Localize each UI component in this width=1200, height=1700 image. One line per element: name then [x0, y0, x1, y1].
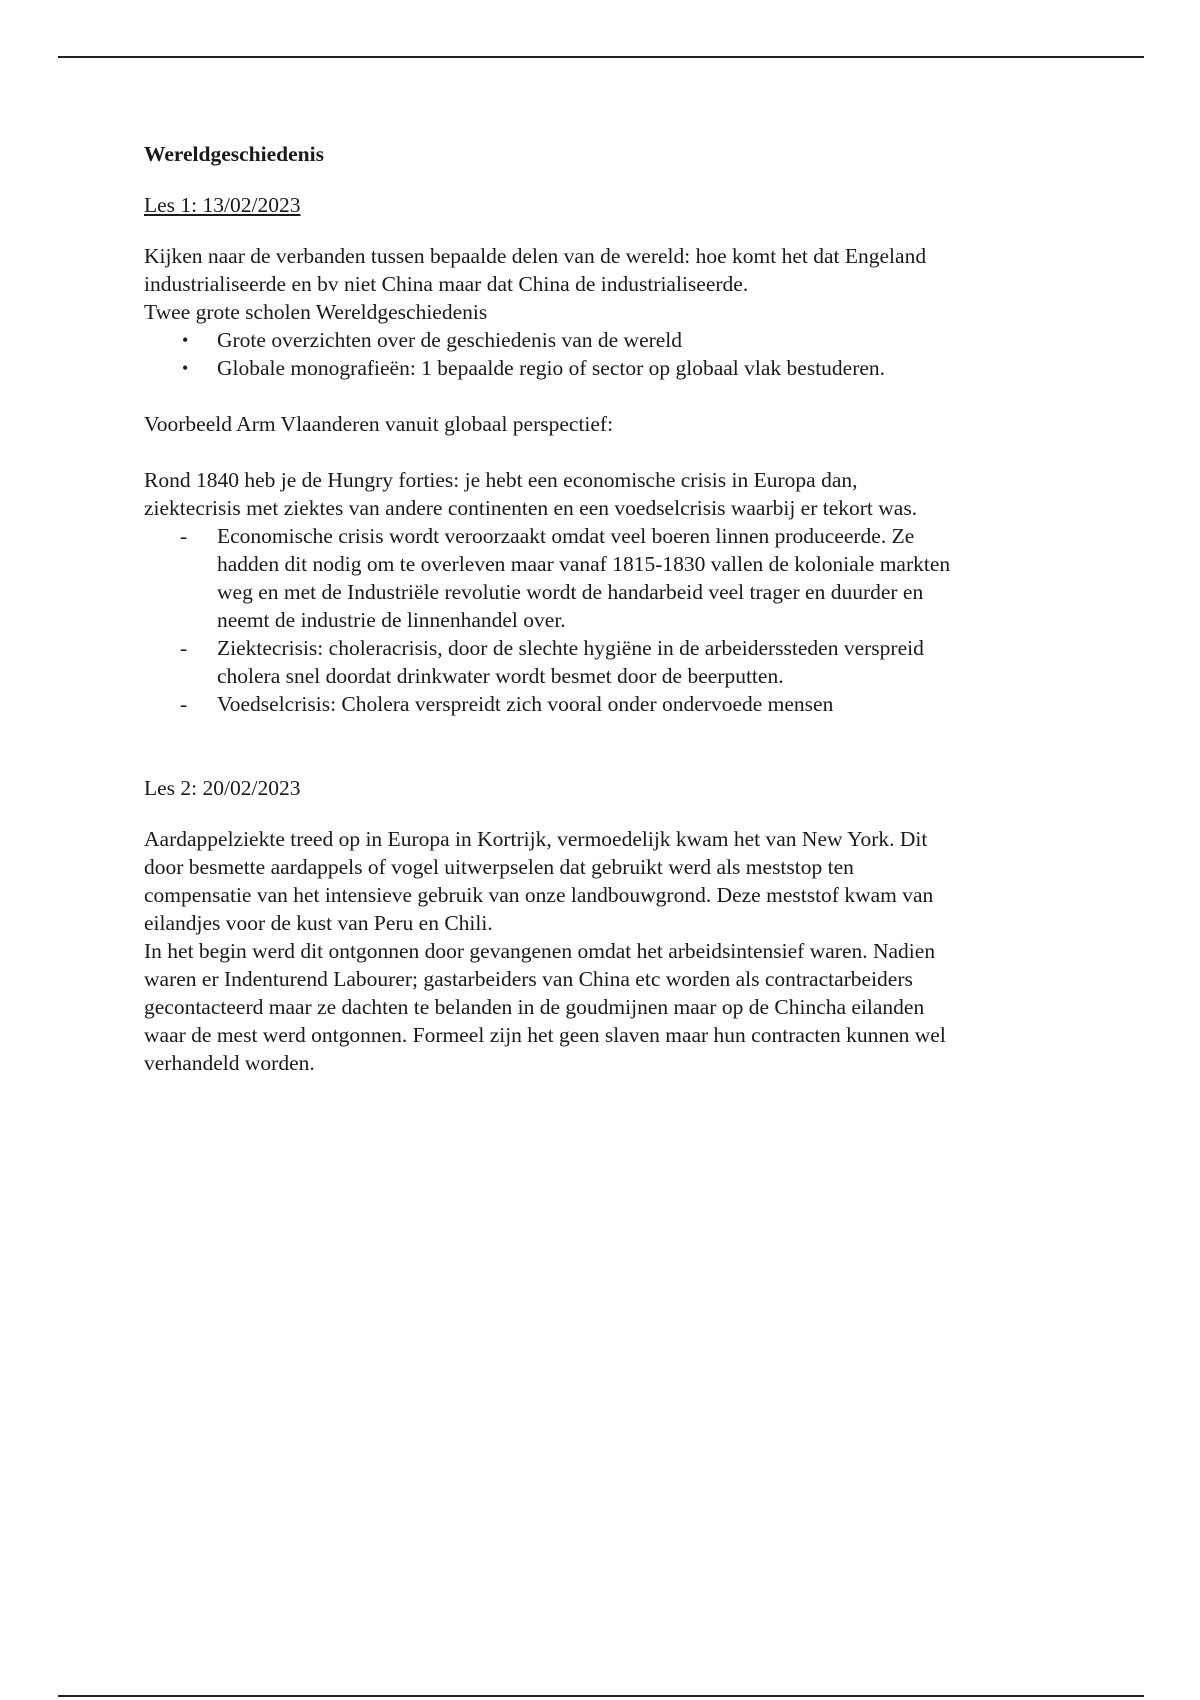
spacer: [144, 438, 1064, 466]
crisis-intro: [144, 466, 1064, 522]
list-item-line: Voedselcrisis: Cholera verspreidt zich vooral onder ondervoede mensen: [217, 692, 834, 716]
list-item: [144, 326, 1064, 354]
list-item-line: cholera snel doordat drinkwater wordt besmet door de beerputten.: [217, 664, 784, 688]
crises-list: [144, 522, 1064, 718]
list-item-line: Ziektecrisis: choleracrisis, door de slechte hygiëne in de arbeiderssteden verspreid: [217, 636, 924, 660]
example-heading: Voorbeeld Arm Vlaanderen vanuit globaal perspectief:: [144, 412, 614, 436]
bullet-marker: •: [182, 330, 189, 350]
list-item-line: weg en met de Industriële revolutie wordt de handarbeid veel trager en duurder en: [217, 580, 924, 604]
lesson-2-heading: Les 2: 20/02/2023: [144, 776, 301, 800]
list-item-text: Globale monografieën: 1 bepaalde regio of sector op globaal vlak bestuderen.: [217, 356, 886, 380]
document-body: [144, 140, 1064, 1077]
paragraph-line: verhandeld worden.: [144, 1051, 315, 1075]
paragraph-line: In het begin werd dit ontgonnen door gevangenen omdat het arbeidsintensief waren. Nadien: [144, 939, 936, 963]
spacer: [144, 718, 1064, 774]
paragraph-line: Aardappelziekte treed op in Europa in Kortrijk, vermoedelijk kwam het van New York. Dit: [144, 827, 928, 851]
intro-line: Kijken naar de verbanden tussen bepaalde delen van de wereld: hoe komt het dat Engeland: [144, 244, 927, 268]
dash-marker: -: [180, 636, 188, 660]
spacer: [144, 382, 1064, 410]
list-item: [144, 634, 1064, 690]
crisis-intro-line: ziektecrisis met ziektes van andere continenten en een voedselcrisis waarbij er tekort was.: [144, 496, 918, 520]
paragraph-line: gecontacteerd maar ze dachten te belanden in de goudmijnen maar op de Chincha eilanden: [144, 995, 925, 1019]
page-bottom-rule: [58, 1695, 1144, 1697]
list-item-line: hadden dit nodig om te overleven maar vanaf 1815-1830 vallen de koloniale markten: [217, 552, 951, 576]
list-item: [144, 690, 1064, 718]
bullet-marker: •: [182, 358, 189, 378]
paragraph-line: compensatie van het intensieve gebruik van onze landbouwgrond. Deze meststof kwam van: [144, 883, 934, 907]
lesson-1-heading: Les 1: 13/02/2023: [144, 193, 301, 217]
schools-list: [144, 326, 1064, 382]
paragraph-line: eilandjes voor de kust van Peru en Chili.: [144, 911, 493, 935]
lesson-2-paragraph: [144, 825, 1064, 1077]
paragraph-line: door besmette aardappels of vogel uitwerpselen dat gebruikt werd als meststop ten: [144, 855, 854, 879]
list-item-line: neemt de industrie de linnenhandel over.: [217, 608, 566, 632]
document-title: Wereldgeschiedenis: [144, 142, 324, 166]
list-item: [144, 522, 1064, 634]
list-item-line: Economische crisis wordt veroorzaakt omdat veel boeren linnen produceerde. Ze: [217, 524, 915, 548]
lesson-1-intro: [144, 242, 1064, 326]
dash-marker: -: [180, 524, 188, 548]
list-item-text: Grote overzichten over de geschiedenis van de wereld: [217, 328, 683, 352]
intro-line: industrialiseerde en bv niet China maar dat China de industrialiseerde.: [144, 272, 749, 296]
list-item: [144, 354, 1064, 382]
dash-marker: -: [180, 692, 188, 716]
intro-line: Twee grote scholen Wereldgeschiedenis: [144, 300, 488, 324]
crisis-intro-line: Rond 1840 heb je de Hungry forties: je hebt een economische crisis in Europa dan,: [144, 468, 858, 492]
paragraph-line: waar de mest werd ontgonnen. Formeel zijn het geen slaven maar hun contracten kunnen wel: [144, 1023, 946, 1047]
paragraph-line: waren er Indenturend Labourer; gastarbeiders van China etc worden als contractarbeiders: [144, 967, 913, 991]
page-top-rule: [58, 56, 1144, 58]
